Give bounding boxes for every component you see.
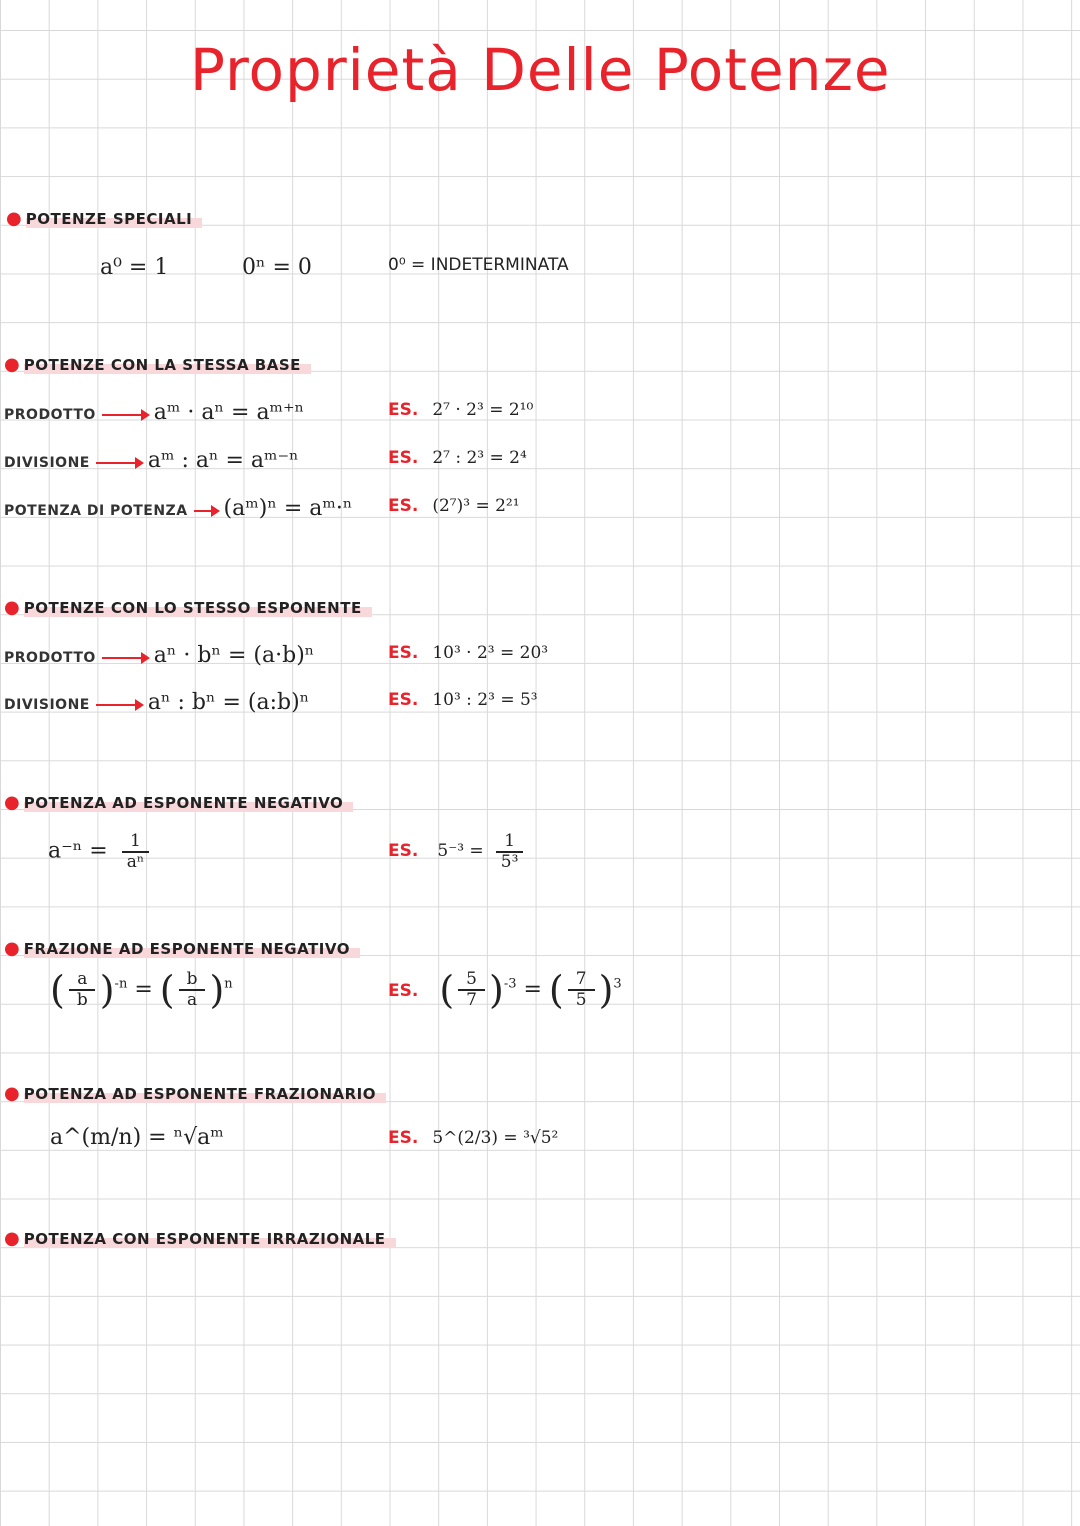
- rule-formula: aⁿ · bⁿ = (a·b)ⁿ: [153, 643, 315, 668]
- example-tag: ES.: [388, 981, 419, 1001]
- heading-text: FRAZIONE AD ESPONENTE NEGATIVO: [24, 940, 360, 958]
- equals-sign: =: [134, 977, 153, 1002]
- example-tag: ES.: [388, 690, 419, 710]
- fraction-numerator: 5: [458, 970, 485, 991]
- left-paren: (: [50, 968, 65, 1012]
- fraction: [69, 970, 96, 1009]
- example-lhs: 5⁻³ =: [437, 841, 484, 862]
- equals-sign: =: [523, 977, 542, 1002]
- example-formula: 10³ : 2³ = 5³: [432, 690, 538, 710]
- heading-text: POTENZE CON LO STESSO ESPONENTE: [24, 599, 372, 617]
- fraction-denominator: aⁿ: [126, 851, 145, 872]
- right-paren: ): [598, 968, 614, 1012]
- example-row: [388, 1128, 558, 1148]
- rule-formula: aᵐ · aⁿ = aᵐ⁺ⁿ: [153, 400, 305, 425]
- example-row: [388, 968, 622, 1012]
- example-row: [388, 832, 530, 871]
- formula-lhs: a⁻ⁿ =: [48, 838, 108, 864]
- example-formula: 2⁷ · 2³ = 2¹⁰: [432, 400, 534, 420]
- example-tag: ES.: [388, 643, 419, 663]
- rule-row: [4, 448, 299, 473]
- rule-label: PRODOTTO: [4, 650, 96, 666]
- page-title: Proprietà Delle Potenze: [190, 36, 891, 104]
- example-row: [388, 643, 548, 663]
- rule-row: [4, 690, 309, 715]
- fraction-denominator: a: [186, 990, 198, 1010]
- fraction-numerator: 1: [122, 832, 149, 853]
- bullet-icon: ●: [4, 597, 20, 618]
- example-formula: 5^(2/3) = ³√5²: [432, 1128, 559, 1148]
- heading-text: POTENZA CON ESPONENTE IRRAZIONALE: [24, 1230, 396, 1248]
- example-row: [388, 496, 520, 516]
- exponent: 3: [613, 976, 622, 992]
- fraction: [179, 970, 206, 1009]
- section-heading-speciali: [6, 208, 202, 229]
- rule-formula: aⁿ : bⁿ = (a:b)ⁿ: [147, 690, 310, 715]
- rule-row: [4, 496, 352, 521]
- fraction: [119, 832, 153, 871]
- section-heading-esponente-frazionario: [4, 1083, 386, 1104]
- example-row: [388, 690, 538, 710]
- example-row: [388, 448, 527, 468]
- bullet-icon: ●: [6, 208, 22, 229]
- fraction-denominator: 5: [575, 990, 587, 1010]
- bullet-icon: ●: [4, 938, 20, 959]
- section-heading-esponente-negativo: [4, 792, 353, 813]
- heading-text: POTENZE CON LA STESSA BASE: [24, 356, 311, 374]
- heading-text: POTENZE SPECIALI: [26, 210, 203, 228]
- fraction: [568, 970, 595, 1009]
- example-formula: 10³ · 2³ = 20³: [432, 643, 549, 663]
- fraction-numerator: a: [69, 970, 95, 991]
- section-heading-irrazionale: [4, 1228, 396, 1249]
- rule-row: [4, 643, 314, 668]
- bullet-icon: ●: [4, 1228, 20, 1249]
- right-paren: ): [488, 968, 504, 1012]
- arrow-icon: [102, 414, 148, 416]
- right-paren: ): [209, 968, 225, 1012]
- left-paren: (: [548, 968, 564, 1012]
- example-tag: ES.: [388, 400, 419, 420]
- arrow-icon: [96, 704, 142, 706]
- example-tag: ES.: [388, 841, 419, 862]
- arrow-icon: [96, 462, 142, 464]
- fraction-denominator: 7: [466, 990, 477, 1010]
- fraction-numerator: b: [179, 970, 206, 991]
- arrow-icon: [102, 657, 148, 659]
- bullet-icon: ●: [4, 1083, 20, 1104]
- fraction-denominator: b: [76, 990, 88, 1010]
- bullet-icon: ●: [4, 354, 20, 375]
- formula-indeterminate: 0⁰ = INDETERMINATA: [388, 255, 569, 275]
- negative-exponent-formula: [48, 832, 156, 871]
- fraction-numerator: 1: [496, 832, 523, 853]
- fraction: [458, 970, 485, 1009]
- bullet-icon: ●: [4, 792, 20, 813]
- example-formula: (2⁷)³ = 2²¹: [432, 496, 520, 516]
- left-paren: (: [439, 968, 455, 1012]
- arrow-icon: [194, 510, 218, 512]
- rule-formula: (aᵐ)ⁿ = aᵐ·ⁿ: [223, 496, 353, 521]
- left-paren: (: [159, 968, 175, 1012]
- section-heading-stesso-esponente: [4, 597, 372, 618]
- fraction-denominator: 5³: [500, 851, 519, 872]
- exponent: n: [224, 976, 233, 992]
- rule-label: POTENZA DI POTENZA: [4, 503, 188, 519]
- example-tag: ES.: [388, 1128, 419, 1148]
- rule-formula: aᵐ : aⁿ = aᵐ⁻ⁿ: [147, 448, 299, 473]
- example-row: [388, 400, 533, 420]
- right-paren: ): [99, 968, 115, 1012]
- section-heading-stessa-base: [4, 354, 311, 375]
- example-tag: ES.: [388, 448, 419, 468]
- formula-zero-base: 0ⁿ = 0: [242, 255, 312, 280]
- rule-label: PRODOTTO: [4, 407, 96, 423]
- fraction-numerator: 7: [568, 970, 595, 991]
- section-heading-frazione-negativo: [4, 938, 360, 959]
- rule-label: DIVISIONE: [4, 697, 90, 713]
- negative-fraction-formula: [50, 968, 233, 1012]
- exponent: -3: [503, 976, 517, 992]
- exponent: -n: [114, 976, 128, 992]
- example-tag: ES.: [388, 496, 419, 516]
- heading-text: POTENZA AD ESPONENTE FRAZIONARIO: [24, 1085, 386, 1103]
- formula-zero-exponent: a⁰ = 1: [100, 255, 169, 280]
- rule-row: [4, 400, 304, 425]
- example-formula: 2⁷ : 2³ = 2⁴: [432, 448, 527, 468]
- fractional-exponent-formula: a^(m/n) = ⁿ√aᵐ: [50, 1125, 224, 1150]
- heading-text: POTENZA AD ESPONENTE NEGATIVO: [24, 794, 354, 812]
- fraction: [493, 832, 527, 871]
- rule-label: DIVISIONE: [4, 455, 90, 471]
